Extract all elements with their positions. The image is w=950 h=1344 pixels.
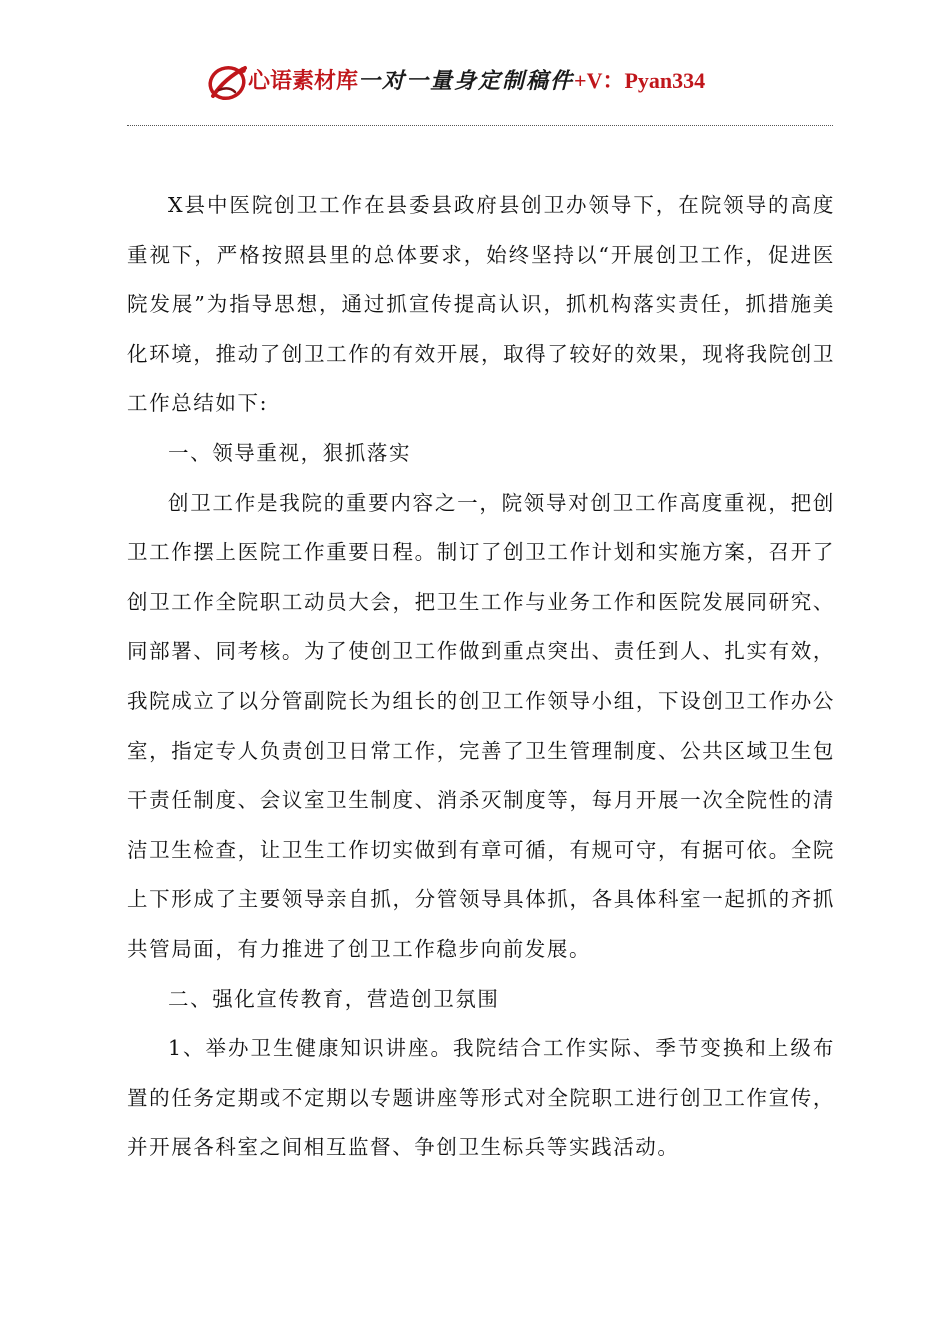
header-divider (127, 125, 833, 126)
brush-circle-logo-icon (205, 60, 253, 104)
section-1-heading: 一、领导重视，狠抓落实 (168, 440, 412, 465)
document-body (127, 181, 835, 1173)
header-slogan: 一对一量身定制稿件 (358, 68, 575, 94)
section-2-item-1: 1、举办卫生健康知识讲座。我院结合工作实际、季节变换和上级布置的任务定期或不定期以专题讲座等形式对全院职工进行创卫工作宣传，并开展各科室之间相互监督、争创卫生标兵等实践活动。 (127, 1036, 835, 1160)
page-header (0, 52, 950, 112)
brand-name: 心语素材库 (248, 69, 359, 94)
contact-id: Pyan334 (624, 68, 706, 93)
section-1-paragraph: 创卫工作是我院的重要内容之一，院领导对创卫工作高度重视，把创卫工作摆上医院工作重要日程。制订了创卫工作计划和实施方案，召开了创卫工作全院职工动员大会，把卫生工作与业务工作和医院发展同研究、同部署、同考核。为了使创卫工作做到重点突出、责任到人、扎实有效，我院成立了以分管副院长为组长的创卫工作领导小组，下设创卫工作办公室，指定专人负责创卫日常工作，完善了卫生管理制度、公共区域卫生包干责任制度、会议室卫生制度、消杀灭制度等，每月开展一次全院性的清洁卫生检查，让卫生工作切实做到有章可循，有规可守，有据可依。全院上下形成了主要领导亲自抓，分管领导具体抓，各具体科室一起抓的齐抓共管局面，有力推进了创卫工作稳步向前发展。 (127, 490, 835, 961)
section-2-heading: 二、强化宣传教育，营造创卫氛围 (168, 986, 500, 1011)
header-banner (248, 66, 705, 97)
intro-paragraph: X县中医院创卫工作在县委县政府县创卫办领导下，在院领导的高度重视下，严格按照县里的总体要求，始终坚持以“开展创卫工作，促进医院发展”为指导思想，通过抓宣传提高认识，抓机构落实责任，抓措施美化环境，推动了创卫工作的有效开展，取得了较好的效果，现将我院创卫工作总结如下: (127, 193, 835, 416)
contact-prefix: +V： (574, 68, 625, 93)
